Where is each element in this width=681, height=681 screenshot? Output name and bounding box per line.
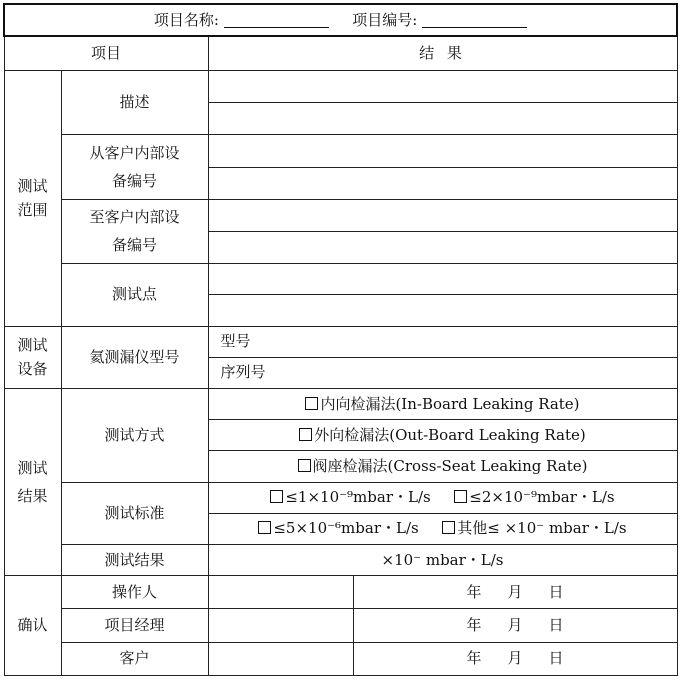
inboard-checkbox[interactable] — [305, 397, 318, 410]
method-option-inboard[interactable] — [208, 388, 677, 419]
crossseat-label: 阀座检漏法(Cross-Seat Leaking Rate) — [312, 456, 588, 475]
project-manager-date[interactable] — [353, 609, 677, 642]
result-column-header: 结 果 — [208, 36, 677, 70]
operator-signature[interactable] — [208, 576, 353, 609]
customer-date[interactable] — [353, 642, 677, 675]
month-label: 月 — [507, 616, 523, 634]
confirm-section-label: 确认 — [4, 576, 61, 676]
from-device-line-1[interactable] — [208, 135, 677, 167]
standard-5e6-checkbox[interactable] — [258, 521, 271, 534]
form-table — [3, 3, 678, 676]
to-device-label: 至客户内部设备编号 — [61, 199, 208, 263]
description-label: 描述 — [61, 70, 208, 134]
year-label: 年 — [466, 616, 482, 634]
method-option-crossseat[interactable] — [208, 451, 677, 482]
test-standard-label: 测试标准 — [61, 482, 208, 544]
test-result-label: 测试结果 — [61, 544, 208, 575]
form-header — [4, 4, 677, 36]
to-device-line-2[interactable] — [208, 231, 677, 263]
customer-signature[interactable] — [208, 642, 353, 675]
description-line-2[interactable] — [208, 103, 677, 135]
detector-model-label: 氦测漏仪型号 — [61, 326, 208, 388]
results-section-label: 测试结果 — [4, 388, 61, 575]
month-label: 月 — [507, 582, 523, 601]
project-name-label: 项目名称: — [153, 10, 219, 29]
description-line-1[interactable] — [208, 70, 677, 102]
project-manager-signature[interactable] — [208, 609, 353, 642]
operator-date[interactable] — [353, 576, 677, 609]
inboard-label: 内向检漏法(In-Board Leaking Rate) — [320, 394, 580, 413]
from-device-line-2[interactable] — [208, 167, 677, 199]
day-label: 日 — [548, 649, 564, 668]
standard-5e6-label: ≤5×10⁻⁶mbar・L/s — [273, 519, 419, 538]
outboard-label: 外向检漏法(Out-Board Leaking Rate) — [314, 425, 586, 444]
test-point-line-2[interactable] — [208, 295, 677, 326]
outboard-checkbox[interactable] — [299, 428, 312, 441]
year-label: 年 — [466, 582, 482, 601]
crossseat-checkbox[interactable] — [298, 459, 311, 472]
project-no-field[interactable] — [422, 27, 527, 28]
scope-section-label: 测试范围 — [4, 70, 61, 326]
standard-1e9-checkbox[interactable] — [270, 490, 283, 503]
standard-other-checkbox[interactable] — [442, 521, 455, 534]
test-result-value[interactable]: ×10⁻ mbar・L/s — [208, 544, 677, 575]
test-method-label: 测试方式 — [61, 388, 208, 482]
standard-1e9-label: ≤1×10⁻⁹mbar・L/s — [285, 488, 431, 507]
method-option-outboard[interactable] — [208, 420, 677, 451]
standard-other-label: 其他≤ ×10⁻ mbar・L/s — [457, 519, 627, 538]
project-no-label: 项目编号: — [352, 10, 418, 29]
from-device-label: 从客户内部设备编号 — [61, 135, 208, 199]
to-device-line-1[interactable] — [208, 199, 677, 231]
equipment-section-label: 测试设备 — [4, 326, 61, 388]
day-label: 日 — [548, 582, 564, 601]
item-column-header: 项目 — [4, 36, 208, 70]
standard-2e9-checkbox[interactable] — [454, 490, 467, 503]
model-field[interactable]: 型号 — [208, 326, 677, 357]
standard-2e9-label: ≤2×10⁻⁹mbar・L/s — [469, 488, 615, 507]
test-point-label: 测试点 — [61, 264, 208, 326]
role-customer: 客户 — [61, 642, 208, 675]
role-project-manager: 项目经理 — [61, 609, 208, 642]
standard-row-2 — [208, 513, 677, 544]
project-name-field[interactable] — [224, 27, 329, 28]
month-label: 月 — [507, 649, 523, 668]
test-point-line-1[interactable] — [208, 264, 677, 295]
serial-field[interactable]: 序列号 — [208, 357, 677, 388]
role-operator: 操作人 — [61, 576, 208, 609]
standard-row-1 — [208, 482, 677, 513]
year-label: 年 — [466, 649, 482, 668]
day-label: 日 — [548, 616, 564, 634]
